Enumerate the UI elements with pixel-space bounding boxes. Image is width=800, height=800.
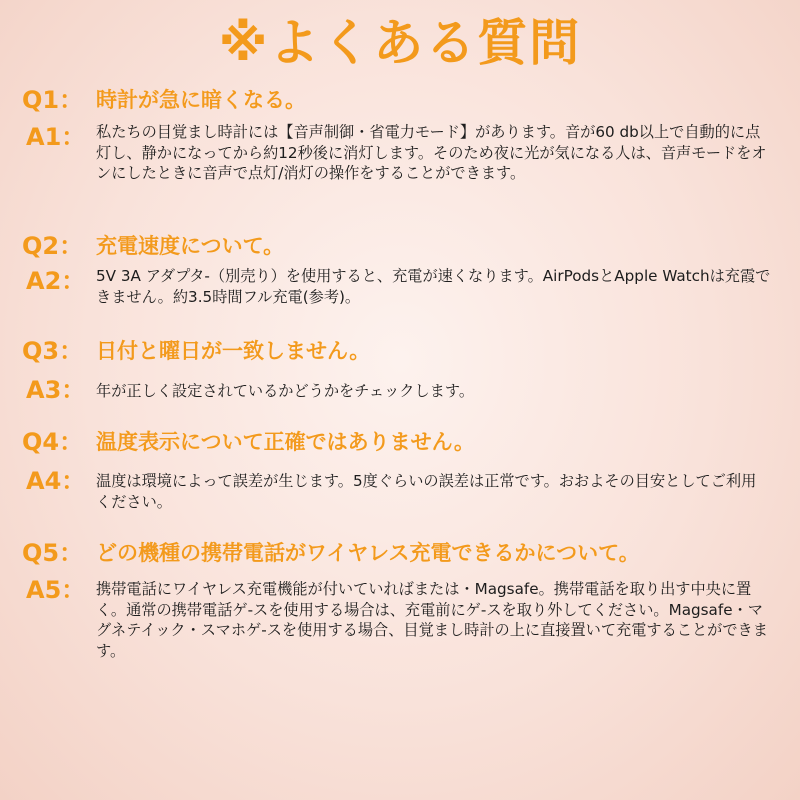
question-text: 充電速度について。 <box>96 234 285 258</box>
answer-label: A1： <box>26 123 86 151</box>
question-label: Q3： <box>22 337 84 365</box>
faq-item-3 <box>0 333 800 402</box>
answer-text: 5V 3A アダプタ-（別売り）を使用すると、充電が速くなります。AirPodsとApple Watchは充霞できません。約3.5時間フル充電(参考)。 <box>96 267 771 306</box>
answer-text: 携帯電話にワイヤレス充電機能が付いていればまたは・Magsafe。携帯電話を取り出す中央に置く。通常の携帯電話ゲ-スを使用する場合は、充電前にゲ-スを取り外してください。Magsafe・マグネテイック・スマホゲ-スを使用する場合、目覚まし時計の上に直接置いて充電することができます。 <box>96 580 768 660</box>
answer-text: 私たちの目覚まし時計には【音声制御・省電力モード】があります。音が60 db以上で自動的に点灯し、静かになってから約12秒後に消灯します。そのため夜に光が気になる人は、音声モードをオンにしたときに音声で点灯/消灯の操作をすることができます。 <box>96 123 767 182</box>
question-text: 日付と曜日が一致しません。 <box>96 339 371 363</box>
answer-text: 温度は環境によって誤差が生じます。5度ぐらいの誤差は正常です。おおよその目安としてご利用ください。 <box>96 472 757 511</box>
question-label: Q2： <box>22 232 84 260</box>
question-label: Q1： <box>22 86 84 114</box>
answer-text: 年が正しく設定されているかどうかをチェックします。 <box>96 382 475 400</box>
faq-item-1 <box>0 82 800 184</box>
answer-label: A3： <box>26 376 86 404</box>
answer-label: A4： <box>26 467 86 495</box>
question-label: Q4： <box>22 428 84 456</box>
faq-item-4 <box>0 424 800 512</box>
question-text: 温度表示について正確ではありません。 <box>96 430 475 454</box>
faq-item-5 <box>0 535 800 661</box>
question-text: どの機種の携帯電話がワイヤレス充電できるかについて。 <box>96 541 640 565</box>
page-title: ※よくある質問 <box>218 14 582 72</box>
question-text: 時計が急に暗くなる。 <box>96 88 306 112</box>
answer-label: A2： <box>26 267 86 295</box>
question-label: Q5： <box>22 539 84 567</box>
answer-label: A5： <box>26 576 86 604</box>
faq-item-2 <box>0 228 800 307</box>
